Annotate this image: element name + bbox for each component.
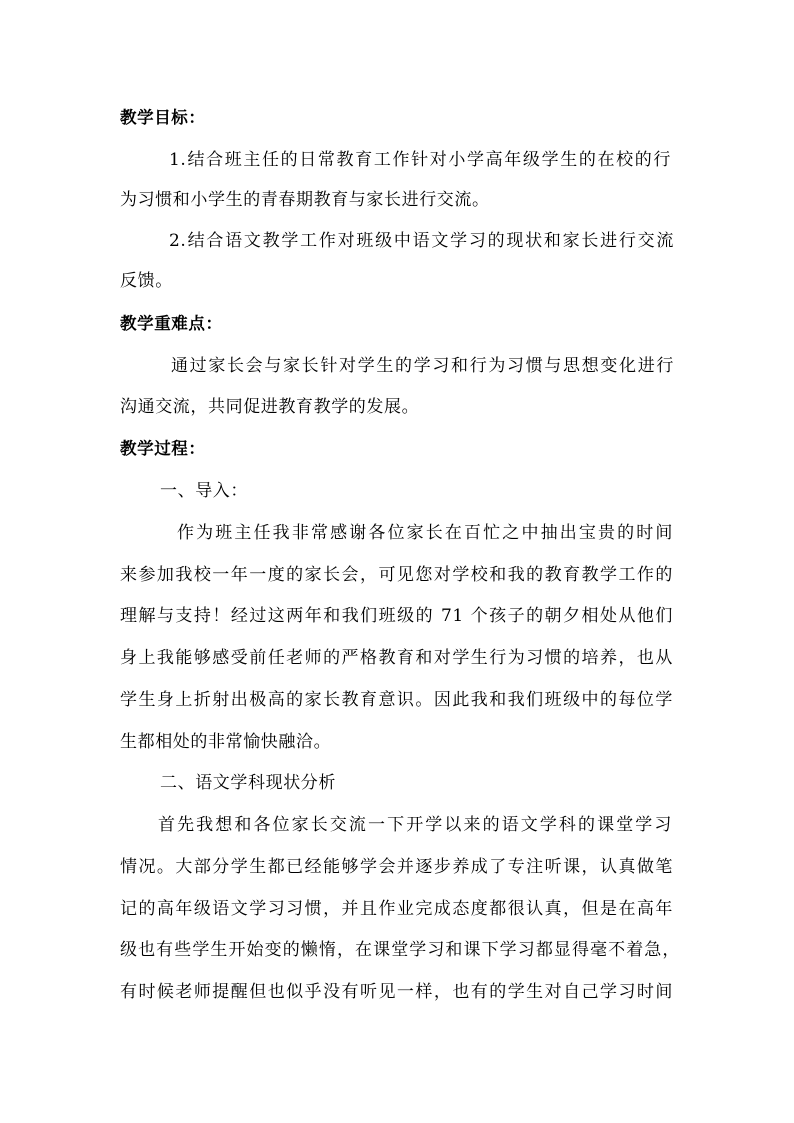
objective-2-line-2: 反馈。 bbox=[120, 271, 173, 291]
intro-line: 身上我能够感受前任老师的严格教育和对学生行为习惯的培养，也从 bbox=[120, 648, 673, 668]
heading-key-points: 教学重难点： bbox=[120, 314, 223, 333]
intro-line: 生都相处的非常愉快融洽。 bbox=[120, 732, 332, 752]
key-points-line-1: 通过家长会与家长针对学生的学习和行为习惯与思想变化进行 bbox=[171, 356, 674, 376]
analysis-line: 有时候老师提醒但也似乎没有听见一样，也有的学生对自己学习时间 bbox=[120, 982, 673, 1002]
intro-line: 作为班主任我非常感谢各位家长在百忙之中抽出宝贵的时间 bbox=[177, 523, 673, 543]
analysis-line: 情况。大部分学生都已经能够学会并逐步养成了专注听课，认真做笔 bbox=[120, 857, 673, 877]
objective-1-line-1: 1.结合班主任的日常教育工作针对小学高年级学生的在校的行 bbox=[169, 150, 671, 170]
heading-process: 教学过程： bbox=[120, 439, 206, 458]
analysis-line: 记的高年级语文学习习惯，并且作业完成态度都很认真，但是在高年 bbox=[120, 899, 673, 919]
analysis-line: 首先我想和各位家长交流一下开学以来的语文学科的课堂学习 bbox=[158, 815, 672, 835]
intro-line: 理解与支持！经过这两年和我们班级的 71 个孩子的朝夕相处从他们 bbox=[120, 606, 673, 626]
intro-line: 学生身上折射出极高的家长教育意识。因此我和我们班级中的每位学 bbox=[120, 690, 673, 710]
intro-line: 来参加我校一年一度的家长会，可见您对学校和我的教育教学工作的 bbox=[120, 565, 673, 585]
objective-1-line-2: 为习惯和小学生的青春期教育与家长进行交流。 bbox=[120, 190, 490, 210]
key-points-line-2: 沟通交流，共同促进教育教学的发展。 bbox=[120, 397, 420, 417]
heading-objectives: 教学目标： bbox=[120, 108, 206, 127]
section-2-title: 二、语文学科现状分析 bbox=[160, 773, 336, 793]
section-1-title: 一、导入： bbox=[160, 481, 248, 501]
analysis-line: 级也有些学生开始变的懒惰，在课堂学习和课下学习都显得毫不着急， bbox=[120, 940, 680, 960]
objective-2-line-1: 2.结合语文教学工作对班级中语文学习的现状和家长进行交流 bbox=[169, 231, 674, 251]
